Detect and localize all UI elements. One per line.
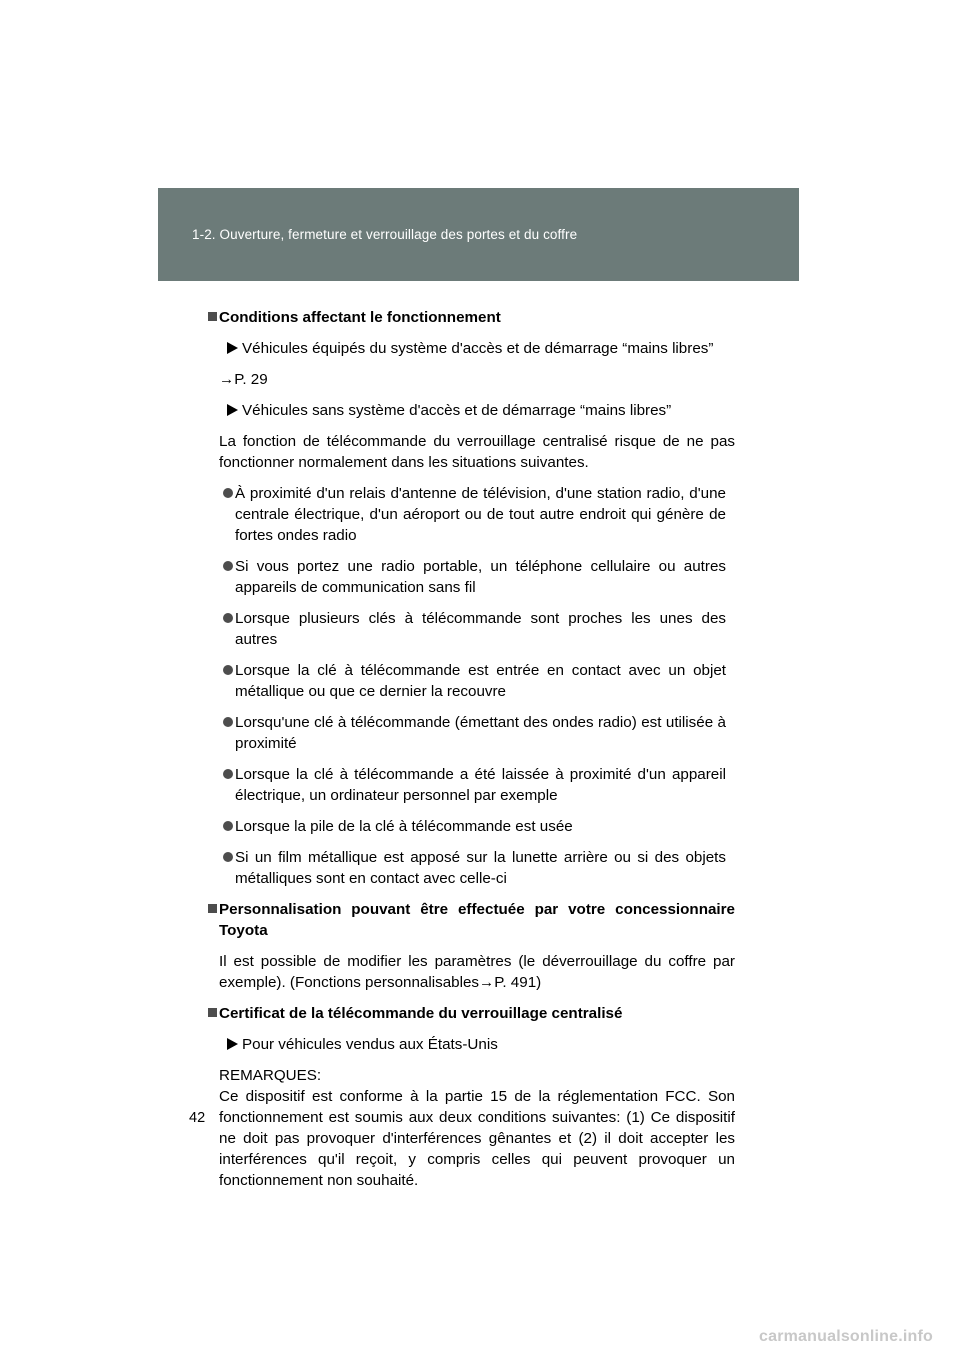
section-heading-personnalisation [207, 899, 735, 941]
list-item-text: Lorsque la clé à télécommande est entrée en contact avec un objet métallique ou que ce dernier la recouvre [235, 662, 726, 700]
vehicle-note-usa [219, 1034, 735, 1055]
personnalisation-paragraph: Il est possible de modifier les paramètres (le déverrouillage du coffre par exemple). (Fonctions personnalisables→P. 491) [219, 953, 735, 991]
square-bullet-icon [208, 1008, 217, 1017]
vehicle-note-text: Véhicules sans système d'accès et de démarrage “mains libres” [242, 402, 672, 419]
list-item-text: Lorsque plusieurs clés à télécommande sont proches les unes des autres [235, 610, 726, 648]
round-bullet-icon [223, 561, 233, 571]
list-item [208, 608, 726, 650]
list-item [208, 660, 726, 702]
square-bullet-icon [208, 904, 217, 913]
page-reference: →P. 29 [219, 371, 268, 388]
round-bullet-icon [223, 821, 233, 831]
chapter-header-band [158, 188, 799, 281]
list-item-text: À proximité d'un relais d'antenne de télévision, d'une station radio, d'une centrale électrique, d'un aéroport ou de tout autre endroit qui génère de fortes ondes radio [235, 485, 726, 544]
section-title: Certificat de la télécommande du verrouillage centralisé [219, 1005, 623, 1022]
remarks-label: REMARQUES: [219, 1067, 322, 1084]
intro-paragraph: La fonction de télécommande du verrouillage centralisé risque de ne pas fonctionner normalement dans les situations suivantes. [219, 433, 735, 471]
section-title: Conditions affectant le fonctionnement [219, 309, 501, 326]
square-bullet-icon [208, 312, 217, 321]
triangle-pointer-icon [227, 1038, 238, 1050]
remarks-block [219, 1065, 735, 1191]
chapter-title: 1-2. Ouverture, fermeture et verrouillage des portes et du coffre [192, 227, 578, 242]
section-heading-certificat [207, 1003, 735, 1024]
vehicle-note-equipped [219, 338, 735, 359]
round-bullet-icon [223, 613, 233, 623]
vehicle-note-without [219, 400, 735, 421]
page-number: 42 [189, 1110, 206, 1126]
triangle-pointer-icon [227, 404, 238, 416]
round-bullet-icon [223, 717, 233, 727]
list-item-text: Lorsque la clé à télécommande a été laissée à proximité d'un appareil électrique, un ordinateur personnel par exemple [235, 766, 726, 804]
round-bullet-icon [223, 488, 233, 498]
round-bullet-icon [223, 769, 233, 779]
list-item [208, 847, 726, 889]
section-heading-conditions [207, 307, 735, 328]
triangle-pointer-icon [227, 342, 238, 354]
list-item [208, 483, 726, 546]
remarks-text: Ce dispositif est conforme à la partie 15 de la réglementation FCC. Son fonctionnement est soumis aux deux conditions suivantes: (1) Ce dispositif ne doit pas provoquer d'interférences gênantes et (2) il doit accepter les interférences qu'il reçoit, y compris celles qui peuvent provoquer un fonctionnement non souhaité. [219, 1088, 735, 1189]
round-bullet-icon [223, 665, 233, 675]
vehicle-note-text: Véhicules équipés du système d'accès et de démarrage “mains libres” [242, 340, 714, 357]
list-item [208, 712, 726, 754]
section-title: Personnalisation pouvant être effectuée par votre concessionnaire Toyota [219, 901, 735, 939]
list-item [208, 816, 726, 837]
list-item-text: Lorsque la pile de la clé à télécommande est usée [235, 818, 573, 835]
list-item-text: Si vous portez une radio portable, un téléphone cellulaire ou autres appareils de communication sans fil [235, 558, 726, 596]
list-item [208, 556, 726, 598]
page-content [207, 307, 735, 1191]
list-item [208, 764, 726, 806]
site-watermark: carmanualsonline.info [759, 1328, 934, 1345]
list-item-text: Si un film métallique est apposé sur la lunette arrière ou si des objets métalliques sont en contact avec celle-ci [235, 849, 726, 887]
list-item-text: Lorsqu'une clé à télécommande (émettant des ondes radio) est utilisée à proximité [235, 714, 726, 752]
vehicle-note-text: Pour véhicules vendus aux États-Unis [242, 1036, 498, 1053]
round-bullet-icon [223, 852, 233, 862]
